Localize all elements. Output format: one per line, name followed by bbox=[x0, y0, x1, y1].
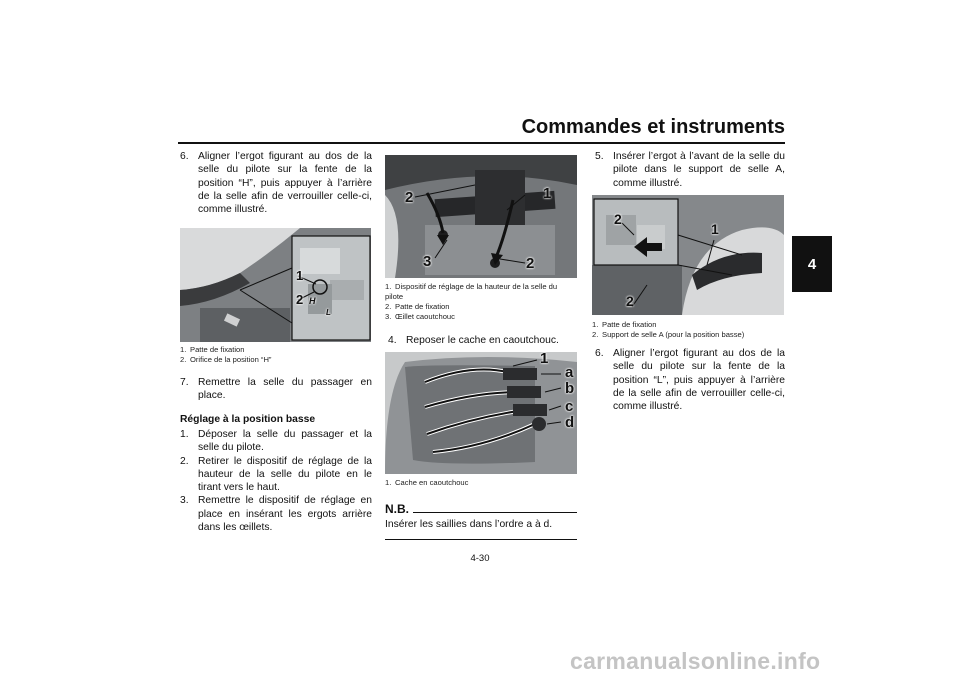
step-number: 5. bbox=[595, 151, 604, 162]
step-number: 6. bbox=[180, 151, 189, 162]
figure-seat-h-position bbox=[180, 228, 371, 342]
caption-text: Dispositif de réglage de la hauteur de la selle du pilote bbox=[385, 282, 558, 301]
page-title: Commandes et instruments bbox=[521, 116, 785, 138]
caption-number: 1. bbox=[385, 282, 392, 291]
figure-height-adjuster bbox=[385, 155, 577, 278]
caption-item bbox=[385, 302, 577, 312]
caption-number: 2. bbox=[592, 330, 599, 339]
callout-h: H bbox=[309, 296, 316, 306]
step-number: 6. bbox=[595, 348, 604, 359]
step-number: 1. bbox=[180, 429, 189, 440]
step-number: 3. bbox=[180, 495, 189, 507]
caption-item bbox=[180, 355, 371, 365]
caption-number: 3. bbox=[385, 312, 392, 321]
caption-text: Œillet caoutchouc bbox=[395, 312, 455, 321]
caption-number: 2. bbox=[385, 302, 392, 311]
step-text: Aligner l’ergot figurant au dos de la selle du pilote sur la fente de la position “L”, puis appuyer à l’arrière de la selle afin de verrouiller celle-ci, comme illustré. bbox=[613, 348, 785, 413]
callout-1: 1 bbox=[540, 352, 549, 367]
caption-text: Support de selle A (pour la position basse) bbox=[602, 330, 745, 339]
list-item bbox=[180, 455, 372, 495]
caption-item bbox=[592, 320, 786, 330]
step-number: 2. bbox=[180, 455, 189, 467]
callout-3: 3 bbox=[423, 253, 432, 270]
page-number: 4-30 bbox=[470, 553, 490, 564]
caption-item bbox=[592, 330, 786, 340]
step-text: Remettre le dispositif de réglage en place en insérant les ergots arrière dans les œillets. bbox=[198, 495, 372, 534]
step-text: Reposer le cache en caoutchouc. bbox=[406, 335, 559, 346]
step-text: Remettre la selle du passager en place. bbox=[198, 377, 372, 402]
header-rule bbox=[178, 142, 785, 144]
callout-1: 1 bbox=[711, 221, 719, 237]
callout-2a: 2 bbox=[614, 211, 622, 227]
note-rule-bottom bbox=[385, 539, 577, 540]
callout-2b: 2 bbox=[626, 293, 634, 309]
callout-c: c bbox=[565, 398, 574, 415]
caption-number: 1. bbox=[180, 345, 187, 354]
caption-text: Cache en caoutchouc bbox=[395, 478, 469, 487]
list-item bbox=[180, 428, 372, 455]
step-6-h bbox=[180, 150, 372, 216]
step-list bbox=[180, 428, 372, 534]
step-5 bbox=[595, 150, 785, 190]
step-4 bbox=[388, 334, 580, 347]
step-number: 4. bbox=[388, 335, 397, 346]
callout-2: 2 bbox=[296, 292, 304, 307]
caption-text: Patte de fixation bbox=[602, 320, 657, 329]
callout-2a: 2 bbox=[405, 189, 414, 206]
note-text: Insérer les saillies dans l’ordre a à d. bbox=[385, 519, 553, 530]
section-heading: Réglage à la position basse bbox=[180, 414, 316, 425]
caption-text: Orifice de la position “H” bbox=[190, 355, 272, 364]
callout-l: L bbox=[326, 308, 331, 317]
watermark-link[interactable]: carmanualsonline.info bbox=[570, 648, 821, 674]
caption-text: Patte de fixation bbox=[190, 345, 245, 354]
caption-number: 1. bbox=[592, 320, 599, 329]
caption-item bbox=[385, 478, 577, 488]
caption-text: Patte de fixation bbox=[395, 302, 450, 311]
step-text: Déposer la selle du passager et la selle du pilote. bbox=[198, 429, 372, 454]
caption-number: 1. bbox=[385, 478, 392, 487]
caption-list bbox=[592, 320, 786, 340]
step-text: Insérer l’ergot à l’avant de la selle du pilote dans le support de selle A, comme illustré. bbox=[613, 151, 785, 189]
caption-number: 2. bbox=[180, 355, 187, 364]
caption-list bbox=[385, 478, 577, 488]
callout-1: 1 bbox=[543, 185, 552, 202]
list-item bbox=[180, 494, 372, 534]
caption-item bbox=[180, 345, 371, 355]
note-box bbox=[385, 502, 577, 540]
callout-b: b bbox=[565, 380, 575, 397]
note-rule-top bbox=[413, 512, 577, 513]
callout-1: 1 bbox=[296, 268, 304, 283]
caption-item bbox=[385, 312, 577, 322]
rubber-cover-illustration bbox=[385, 352, 577, 474]
callout-d: d bbox=[565, 414, 575, 431]
callout-a: a bbox=[565, 364, 574, 381]
height-adjuster-illustration bbox=[385, 155, 577, 278]
step-6-l bbox=[595, 347, 785, 413]
seat-h-illustration bbox=[180, 228, 371, 342]
caption-list bbox=[385, 282, 577, 322]
callout-2b: 2 bbox=[526, 255, 535, 272]
caption-item bbox=[385, 282, 577, 302]
step-7 bbox=[180, 376, 372, 403]
step-text: Retirer le dispositif de réglage de la hauteur de la selle du pilote en le tirant vers le haut. bbox=[198, 455, 372, 494]
figure-rubber-cover bbox=[385, 352, 577, 474]
chapter-tab[interactable]: 4 bbox=[792, 236, 832, 292]
caption-list bbox=[180, 345, 371, 365]
note-label: N.B. bbox=[385, 502, 409, 516]
step-number: 7. bbox=[180, 377, 189, 388]
figure-seat-support-a bbox=[592, 195, 784, 315]
step-text: Aligner l’ergot figurant au dos de la selle du pilote sur la fente de la position “H”, puis appuyer à l’arrière de la selle afin de verrouiller celle-ci, comme illustré. bbox=[198, 151, 372, 216]
